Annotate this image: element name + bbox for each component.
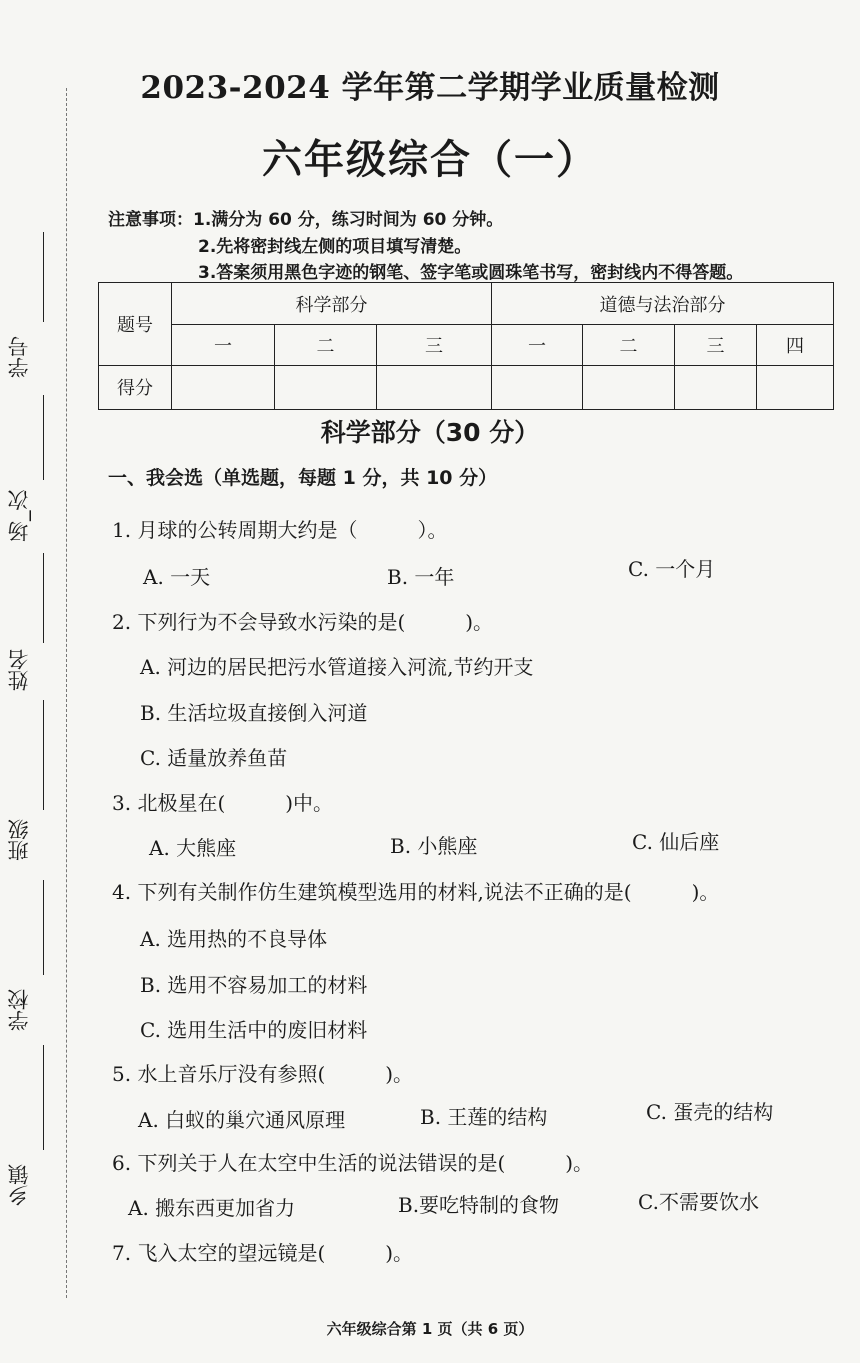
student-no-rule [43,232,44,322]
score-cell[interactable] [275,365,377,409]
morality-col-3: 三 [675,325,757,365]
science-col-3: 三 [377,325,492,365]
question-6-option-b: B.要吃特制的食物 [398,1193,560,1217]
part-1-heading: 一、我会选（单选题，每题 1 分，共 10 分） [108,467,498,489]
student-no-label: 学号 [7,336,31,378]
question-1-option-a: A. 一天 [143,565,211,589]
section-title: 科学部分（30 分） [320,418,540,447]
question-3-option-c: C. 仙后座 [632,830,720,854]
question-4-option-b: B. 选用不容易加工的材料 [140,973,368,997]
session-label: 场_次 [7,489,31,543]
question-5-option-c: C. 蛋壳的结构 [646,1100,774,1124]
school-label: 学校 [7,989,31,1031]
question-4-option-c: C. 选用生活中的废旧材料 [140,1018,368,1042]
question-5-option-b: B. 王莲的结构 [420,1105,548,1129]
question-5-stem: 5. 水上音乐厅没有参照( )。 [112,1062,414,1086]
question-3-stem: 3. 北极星在( )中。 [112,791,334,815]
question-7-stem: 7. 飞入太空的望远镜是( )。 [112,1241,414,1265]
question-2-stem: 2. 下列行为不会导致水污染的是( )。 [112,610,494,634]
question-1-option-c: C. 一个月 [628,557,716,581]
science-col-1: 一 [172,325,275,365]
exam-title: 2023-2024 学年第二学期学业质量检测 [140,70,720,106]
question-1-option-b: B. 一年 [387,565,455,589]
score-cell[interactable] [492,365,583,409]
name-label: 姓名 [7,649,31,691]
morality-col-1: 一 [492,325,583,365]
score-cell[interactable] [675,365,757,409]
score-cell[interactable] [377,365,492,409]
morality-group-header: 道德与法治部分 [492,283,834,325]
fold-line [66,88,67,1298]
score-cell[interactable] [583,365,675,409]
question-2-option-b: B. 生活垃圾直接倒入河道 [140,701,368,725]
question-6-option-c: C.不需要饮水 [638,1190,759,1214]
class-label: 班级 [7,819,31,861]
name-rule [43,553,44,643]
question-6-option-a: A. 搬东西更加省力 [128,1196,296,1220]
question-4-stem: 4. 下列有关制作仿生建筑模型选用的材料,说法不正确的是( )。 [112,880,720,904]
notice-line-1: 注意事项：1.满分为 60 分，练习时间为 60 分钟。 [108,210,504,230]
notice-line-3: 3.答案须用黑色字迹的钢笔、签字笔或圆珠笔书写，密封线内不得答题。 [198,263,744,283]
town-label: 乡镇 [7,1164,31,1206]
morality-col-2: 二 [583,325,675,365]
exam-subtitle: 六年级综合（一） [262,136,598,183]
question-3-option-a: A. 大熊座 [149,836,237,860]
question-3-option-b: B. 小熊座 [390,834,478,858]
score-cell[interactable] [172,365,275,409]
question-6-stem: 6. 下列关于人在太空中生活的说法错误的是( )。 [112,1151,594,1175]
score-row-header: 得分 [99,365,172,409]
notice-line-2: 2.先将密封线左侧的项目填写清楚。 [198,237,472,257]
morality-col-4: 四 [757,325,834,365]
question-4-option-a: A. 选用热的不良导体 [140,927,328,951]
question-1-stem: 1. 月球的公转周期大约是（ ）。 [112,518,448,542]
school-rule [43,880,44,975]
class-rule [43,700,44,810]
question-2-option-a: A. 河边的居民把污水管道接入河流,节约开支 [140,655,534,679]
score-table [98,282,834,410]
score-cell[interactable] [757,365,834,409]
town-rule [43,1045,44,1150]
science-col-2: 二 [275,325,377,365]
question-2-option-c: C. 适量放养鱼苗 [140,746,288,770]
page-footer: 六年级综合第 1 页（共 6 页） [326,1320,534,1338]
question-5-option-a: A. 白蚁的巢穴通风原理 [138,1108,346,1132]
question-number-header: 题号 [99,283,172,366]
science-group-header: 科学部分 [172,283,492,325]
